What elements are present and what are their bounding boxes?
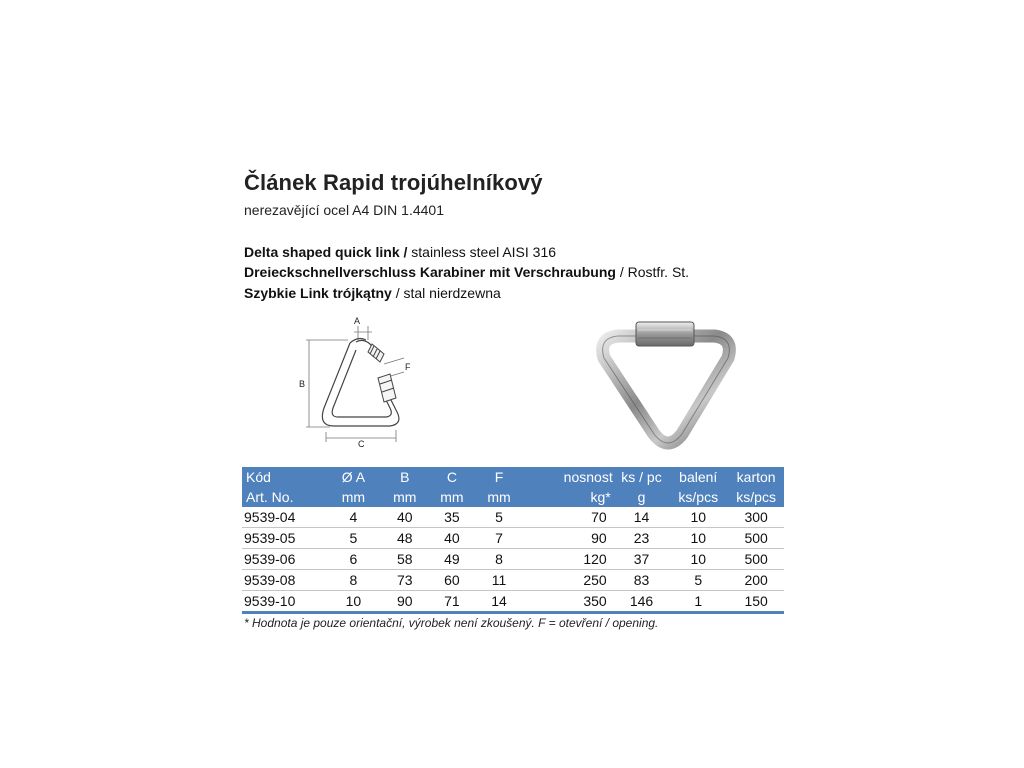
cell-f: 5 <box>475 507 522 528</box>
description-english <box>244 244 556 260</box>
description-german <box>244 264 689 280</box>
cell-load: 70 <box>523 507 615 528</box>
header-diameter-a: Ø A <box>326 467 382 487</box>
cell-weight: 14 <box>615 507 669 528</box>
cell-carton: 300 <box>728 507 784 528</box>
unit-carton: ks/pcs <box>728 487 784 507</box>
description-polish <box>244 285 501 301</box>
cell-a: 4 <box>326 507 382 528</box>
cell-c: 35 <box>428 507 475 528</box>
cell-f: 11 <box>475 570 522 591</box>
product-subtitle: nerezavějící ocel A4 DIN 1.4401 <box>244 202 445 218</box>
description-english-text: stainless steel AISI 316 <box>407 244 557 260</box>
cell-weight: 23 <box>615 528 669 549</box>
cell-a: 5 <box>326 528 382 549</box>
cell-b: 73 <box>381 570 428 591</box>
cell-a: 8 <box>326 570 382 591</box>
header-carton: karton <box>728 467 784 487</box>
cell-a: 10 <box>326 591 382 613</box>
diagram-label-f: F <box>405 362 411 372</box>
unit-weight: g <box>615 487 669 507</box>
cell-load: 90 <box>523 528 615 549</box>
unit-c: mm <box>428 487 475 507</box>
table-row <box>242 549 784 570</box>
header-weight: ks / pc <box>615 467 669 487</box>
description-polish-text: / stal nierdzewna <box>391 285 501 301</box>
cell-load: 250 <box>523 570 615 591</box>
cell-c: 60 <box>428 570 475 591</box>
cell-c: 49 <box>428 549 475 570</box>
cell-f: 14 <box>475 591 522 613</box>
cell-pack: 1 <box>668 591 728 613</box>
cell-weight: 83 <box>615 570 669 591</box>
header-load: nosnost <box>523 467 615 487</box>
cell-pack: 10 <box>668 528 728 549</box>
unit-load: kg* <box>523 487 615 507</box>
cell-load: 120 <box>523 549 615 570</box>
cell-b: 58 <box>381 549 428 570</box>
unit-b: mm <box>381 487 428 507</box>
unit-pack: ks/pcs <box>668 487 728 507</box>
footnote: * Hodnota je pouze orientační, výrobek není zkoušený. F = otevření / opening. <box>244 616 659 630</box>
table-row <box>242 570 784 591</box>
diagram-label-c: C <box>358 439 365 449</box>
cell-b: 90 <box>381 591 428 613</box>
cell-carton: 500 <box>728 549 784 570</box>
cell-pack: 10 <box>668 549 728 570</box>
cell-c: 40 <box>428 528 475 549</box>
cell-pack: 5 <box>668 570 728 591</box>
cell-carton: 200 <box>728 570 784 591</box>
dimension-diagram <box>296 312 426 450</box>
cell-code: 9539-08 <box>242 570 326 591</box>
cell-f: 8 <box>475 549 522 570</box>
description-english-bold: Delta shaped quick link / <box>244 244 408 260</box>
header-c: C <box>428 467 475 487</box>
specifications-table <box>242 467 784 614</box>
cell-code: 9539-04 <box>242 507 326 528</box>
diagram-label-b: B <box>299 379 306 389</box>
cell-code: 9539-05 <box>242 528 326 549</box>
unit-a: mm <box>326 487 382 507</box>
table-header-row <box>242 467 784 487</box>
table-row <box>242 591 784 613</box>
cell-weight: 37 <box>615 549 669 570</box>
description-german-text: / Rostfr. St. <box>615 264 690 280</box>
unit-f: mm <box>475 487 522 507</box>
description-polish-bold: Szybkie Link trójkątny <box>244 285 392 301</box>
table-header-units-row <box>242 487 784 507</box>
table-row <box>242 507 784 528</box>
cell-load: 350 <box>523 591 615 613</box>
header-pack: balení <box>668 467 728 487</box>
cell-pack: 10 <box>668 507 728 528</box>
cell-b: 48 <box>381 528 428 549</box>
header-code: Kód <box>242 467 326 487</box>
product-photo <box>578 314 754 454</box>
cell-carton: 500 <box>728 528 784 549</box>
header-b: B <box>381 467 428 487</box>
cell-f: 7 <box>475 528 522 549</box>
product-title: Článek Rapid trojúhelníkový <box>244 170 543 195</box>
cell-c: 71 <box>428 591 475 613</box>
cell-a: 6 <box>326 549 382 570</box>
diagram-label-a: A <box>354 316 361 326</box>
header-f: F <box>475 467 522 487</box>
description-german-bold: Dreieckschnellverschluss Karabiner mit Verschraubung <box>244 264 616 280</box>
cell-weight: 146 <box>615 591 669 613</box>
header-art-no: Art. No. <box>242 487 326 507</box>
cell-code: 9539-10 <box>242 591 326 613</box>
table-row <box>242 528 784 549</box>
cell-b: 40 <box>381 507 428 528</box>
cell-code: 9539-06 <box>242 549 326 570</box>
cell-carton: 150 <box>728 591 784 613</box>
